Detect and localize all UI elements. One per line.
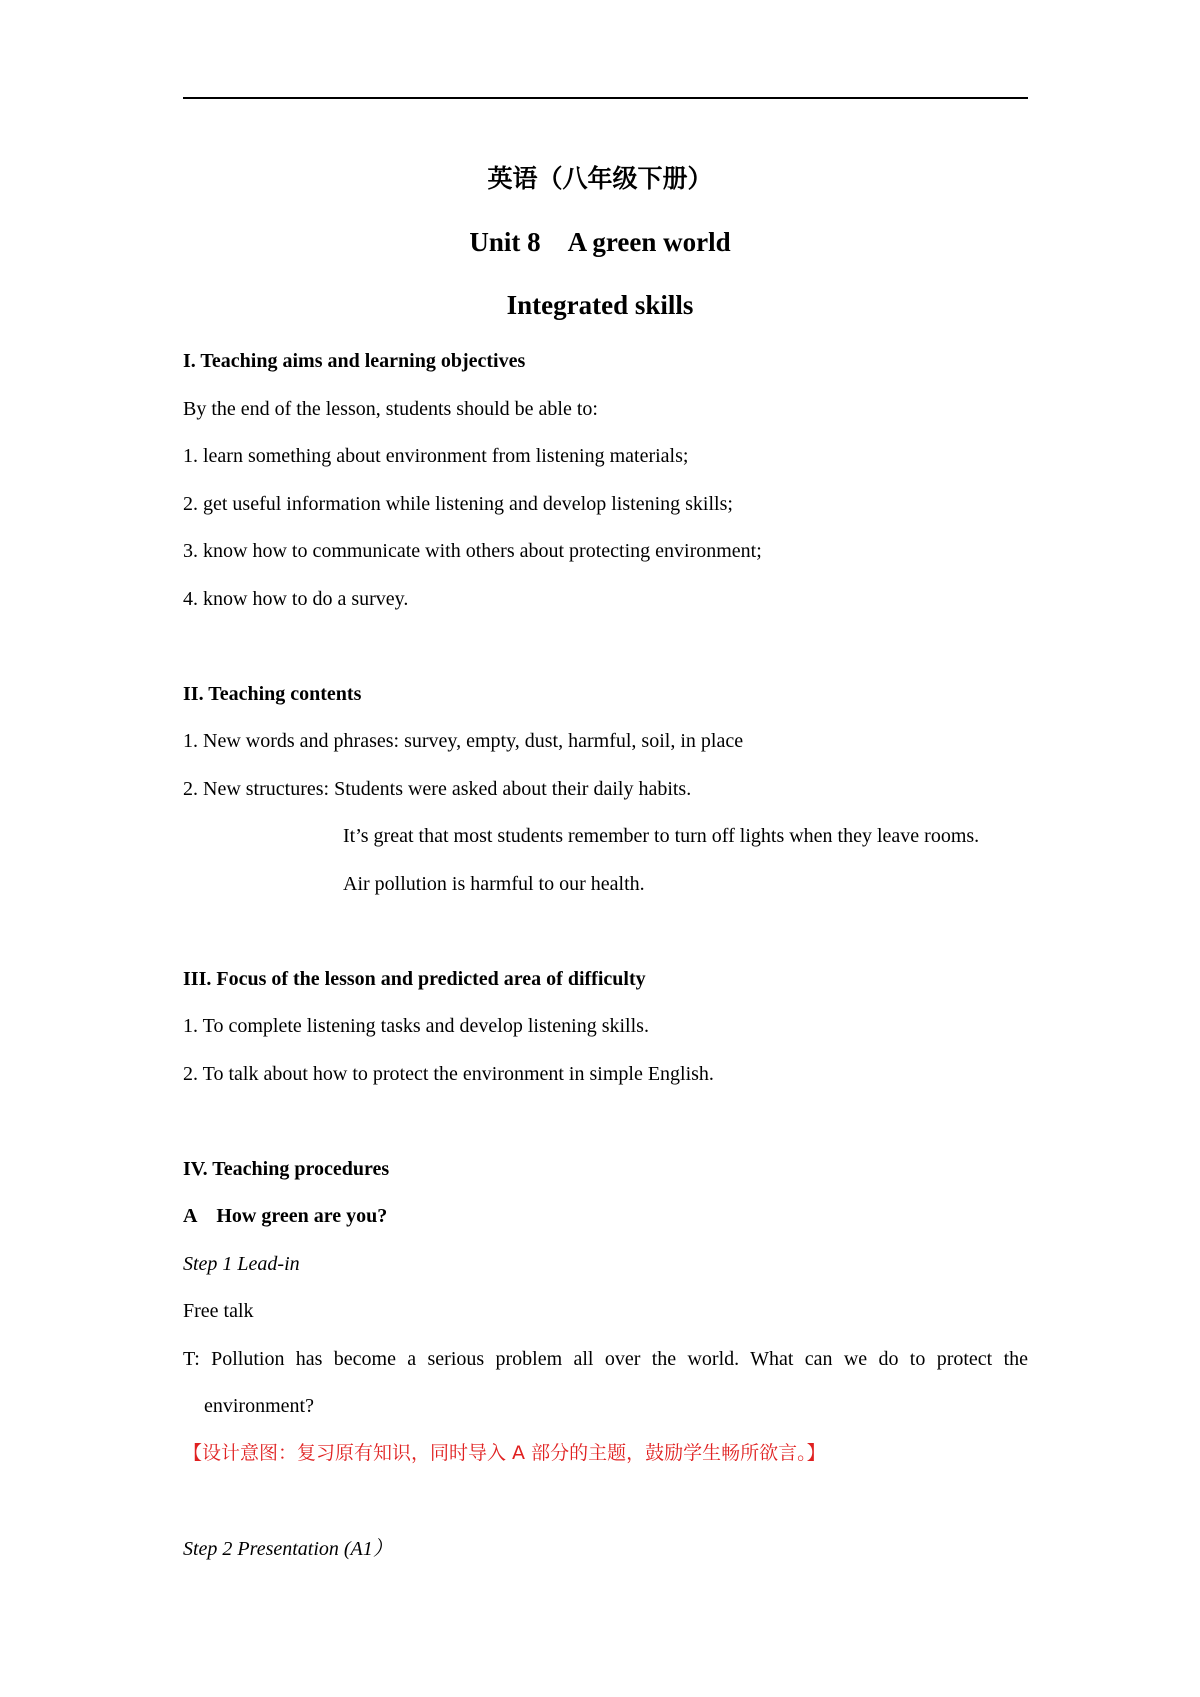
book-title: 英语（八年级下册） [487, 164, 713, 193]
contents-structure: Air pollution is harmful to our health. [343, 873, 645, 895]
section-heading-procedures: IV. Teaching procedures [183, 1158, 390, 1180]
design-note: 【设计意图：复习原有知识，同时导入 A 部分的主题，鼓励学生畅所欲言。】 [183, 1442, 826, 1464]
contents-item: 1. New words and phrases: survey, empty, dust, harmful, soil, in place [183, 730, 744, 752]
aim-item: 1. learn something about environment from listening materials; [183, 445, 689, 467]
aim-item: 3. know how to communicate with others about protecting environment; [183, 540, 762, 562]
aim-item: 4. know how to do a survey. [183, 588, 409, 610]
contents-item: 2. New structures: Students were asked about their daily habits. [183, 778, 692, 800]
step1-heading: Step 1 Lead-in [183, 1253, 300, 1275]
header-rule [183, 97, 1028, 99]
part-a-heading: A How green are you? [183, 1205, 388, 1227]
free-talk-label: Free talk [183, 1300, 254, 1322]
section-heading-contents: II. Teaching contents [183, 683, 362, 705]
unit-title: Unit 8 A green world [469, 227, 731, 257]
focus-item: 2. To talk about how to protect the environment in simple English. [183, 1063, 714, 1085]
contents-structure: It’s great that most students remember to turn off lights when they leave rooms. [343, 825, 980, 847]
teacher-line: T: Pollution has become a serious problem all over the world. What can we do to protect the [183, 1348, 1028, 1370]
step2-heading: Step 2 Presentation (A1） [183, 1538, 393, 1560]
section-heading-focus: III. Focus of the lesson and predicted area of difficulty [183, 968, 646, 990]
section-heading-aims: I. Teaching aims and learning objectives [183, 350, 526, 372]
aims-intro: By the end of the lesson, students should be able to: [183, 398, 598, 420]
aim-item: 2. get useful information while listening and develop listening skills; [183, 493, 733, 515]
focus-item: 1. To complete listening tasks and develop listening skills. [183, 1015, 649, 1037]
teacher-line-cont: environment? [204, 1395, 314, 1417]
lesson-title: Integrated skills [506, 290, 694, 320]
